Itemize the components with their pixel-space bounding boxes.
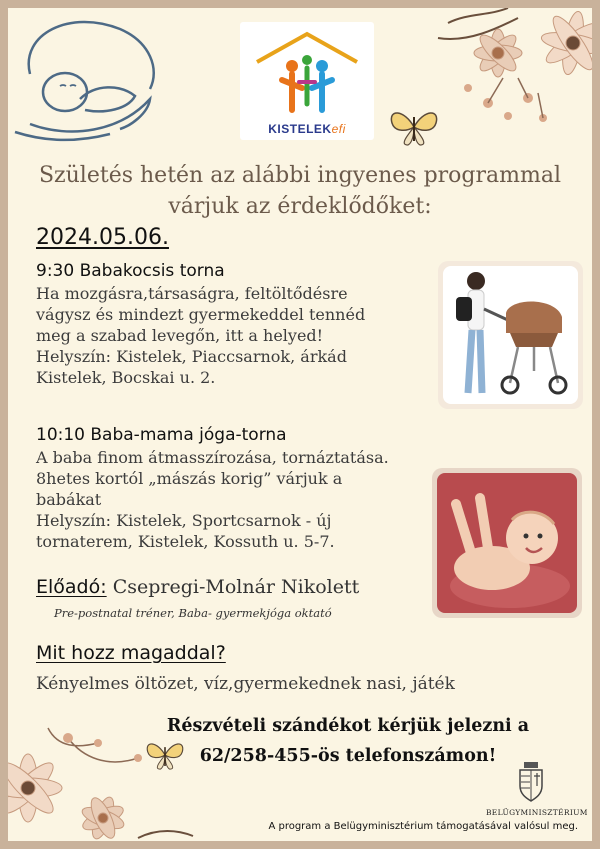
support-note: A program a Belügyminisztérium támogatásával valósul meg. — [268, 821, 578, 832]
program-1-title: 9:30 Babakocsis torna — [36, 261, 225, 281]
baby-in-hand-icon — [10, 14, 160, 144]
kistelek-efi-logo — [240, 22, 374, 140]
butterfly-icon — [386, 103, 442, 151]
bring-items: Kényelmes öltözet, víz,gyermekednek nasi, játék — [36, 674, 455, 694]
program-1 — [36, 260, 436, 388]
logo-text: KISTELEKefi — [268, 122, 346, 136]
presenter — [36, 576, 359, 598]
coat-of-arms-icon — [518, 762, 544, 802]
stroller-photo — [438, 261, 583, 409]
presenter-label: Előadó: — [36, 576, 107, 598]
program-2 — [36, 424, 446, 552]
program-2-title: 10:10 Baba-mama jóga-torna — [36, 425, 287, 445]
ministry-name: BELÜGYMINISZTÉRIUM — [486, 808, 588, 817]
house-family-logo-icon — [252, 30, 362, 120]
program-1-description: Ha mozgásra,társaságra, feltöltődésre vágysz és mindezt gyermekeddel tennéd meg a szabad levegőn, itt a helyed! Helyszín: Kistelek, Piaccsarnok, árkád Kistelek, Bocskai u. 2. — [36, 284, 366, 387]
intro-text: Születés hetén az alábbi ingyenes programmal várjuk az érdeklődőket: — [38, 163, 562, 219]
baby-photo — [432, 468, 582, 618]
event-date: 2024.05.06. — [36, 225, 169, 250]
registration-call-to-action: Részvételi szándékot kérjük jelezni a 62/258-455-ös telefonszámon! — [166, 716, 530, 766]
ministry-logo — [486, 762, 588, 817]
presenter-role: Pre-postnatal tréner, Baba- gyermekjóga oktató — [54, 606, 332, 620]
poster — [8, 8, 592, 841]
bring-heading: Mit hozz magaddal? — [36, 642, 226, 664]
presenter-name: Csepregi-Molnár Nikolett — [112, 576, 360, 598]
program-2-description: A baba finom átmasszírozása, tornáztatása. 8hetes kortól „mászás korig” várjuk a babákat Helyszín: Kistelek, Sportcsarnok - új tornaterem, Kistelek, Kossuth u. 5-7. — [36, 448, 389, 551]
flower-icon — [428, 8, 592, 148]
